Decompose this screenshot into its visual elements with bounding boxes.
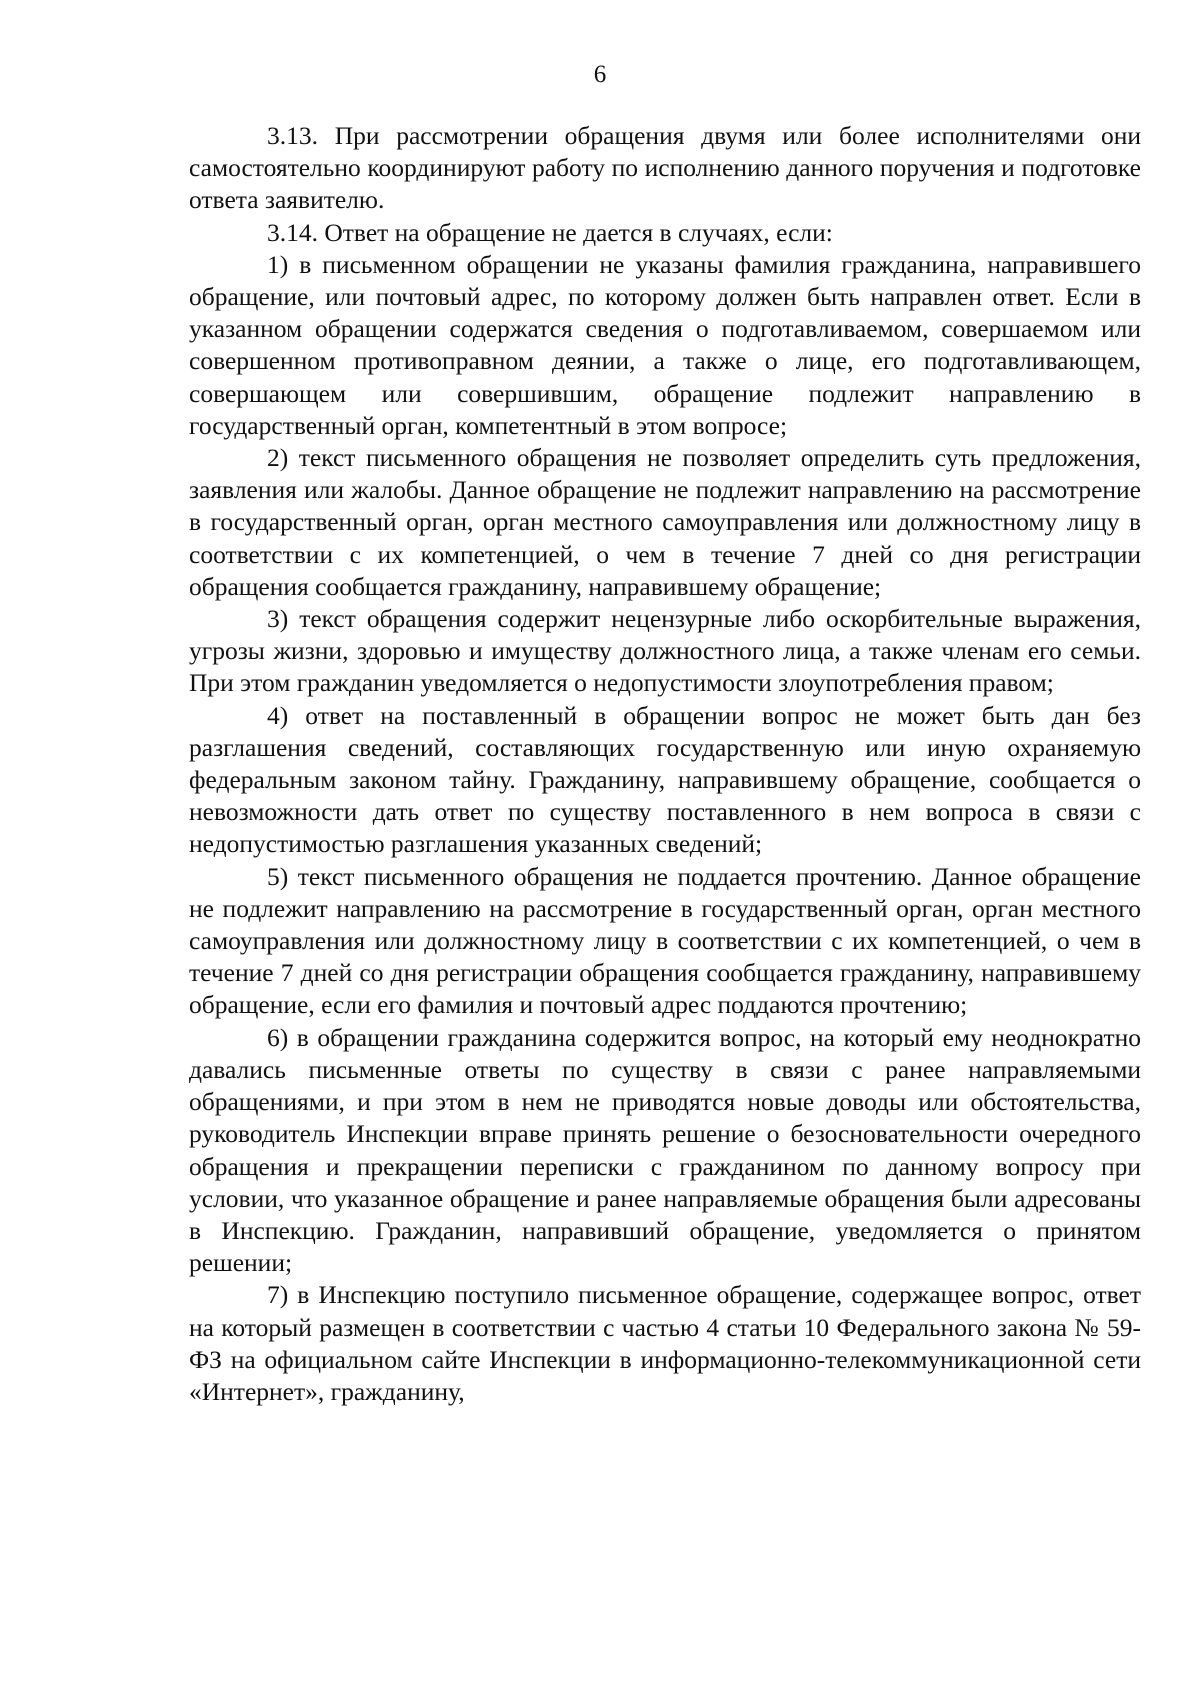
list-item-3: 3) текст обращения содержит нецензурные либо оскорбительные выражения, угрозы жизни, здоровью и имуществу должностного лица, а также членам его семьи. При этом гражданин уведомляется о недопустимости злоупотребления правом;	[189, 604, 1141, 698]
page-number: 6	[593, 61, 607, 88]
list-item-7: 7) в Инспекцию поступило письменное обращение, содержащее вопрос, ответ на который размещен в соответствии с частью 4 статьи 10 Федерального закона № 59-ФЗ на официальном сайте Инспекции в информационно-телекоммуникационной сети «Интернет», гражданину,	[189, 1280, 1141, 1406]
paragraph-3-14: 3.14. Ответ на обращение не дается в случаях, если:	[267, 217, 833, 247]
paragraph-3-13: 3.13. При рассмотрении обращения двумя или более исполнителями они самостоятельно координируют работу по исполнению данного поручения и подготовке ответа заявителю.	[189, 121, 1141, 215]
list-item-5: 5) текст письменного обращения не поддается прочтению. Данное обращение не подлежит направлению на рассмотрение в государственный орган, орган местного самоуправления или должностному лицу в соответствии с их компетенцией, о чем в течение 7 дней со дня регистрации обращения сообщается гражданину, направившему обращение, если его фамилия и почтовый адрес поддаются прочтению;	[189, 861, 1141, 1020]
list-item-4: 4) ответ на поставленный в обращении вопрос не может быть дан без разглашения сведений, составляющих государственную или иную охраняемую федеральным законом тайну. Гражданину, направившему обращение, сообщается о невозможности дать ответ по существу поставленного в нем вопроса в связи с недопустимостью разглашения указанных сведений;	[189, 700, 1141, 859]
document-body	[189, 120, 1141, 1408]
list-item-1: 1) в письменном обращении не указаны фамилия гражданина, направившего обращение, или почтовый адрес, по которому должен быть направлен ответ. Если в указанном обращении содержатся сведения о подготавливаемом, совершаемом или совершенном противоправном деянии, а также о лице, его подготавливающем, совершающем или совершившим, обращение подлежит направлению в государственный орган, компетентный в этом вопросе;	[189, 249, 1141, 440]
list-item-2: 2) текст письменного обращения не позволяет определить суть предложения, заявления или жалобы. Данное обращение не подлежит направлению на рассмотрение в государственный орган, орган местного самоуправления или должностному лицу в соответствии с их компетенцией, о чем в течение 7 дней со дня регистрации обращения сообщается гражданину, направившему обращение;	[189, 443, 1141, 601]
list-item-6: 6) в обращении гражданина содержится вопрос, на который ему неоднократно давались письменные ответы по существу в связи с ранее направляемыми обращениями, и при этом в нем не приводятся новые доводы или обстоятельства, руководитель Инспекции вправе принять решение о безосновательности очередного обращения и прекращении переписки с гражданином по данному вопросу при условии, что указанное обращение и ранее направляемые обращения были адресованы в Инспекцию. Гражданин, направивший обращение, уведомляется о принятом решении;	[189, 1022, 1141, 1278]
